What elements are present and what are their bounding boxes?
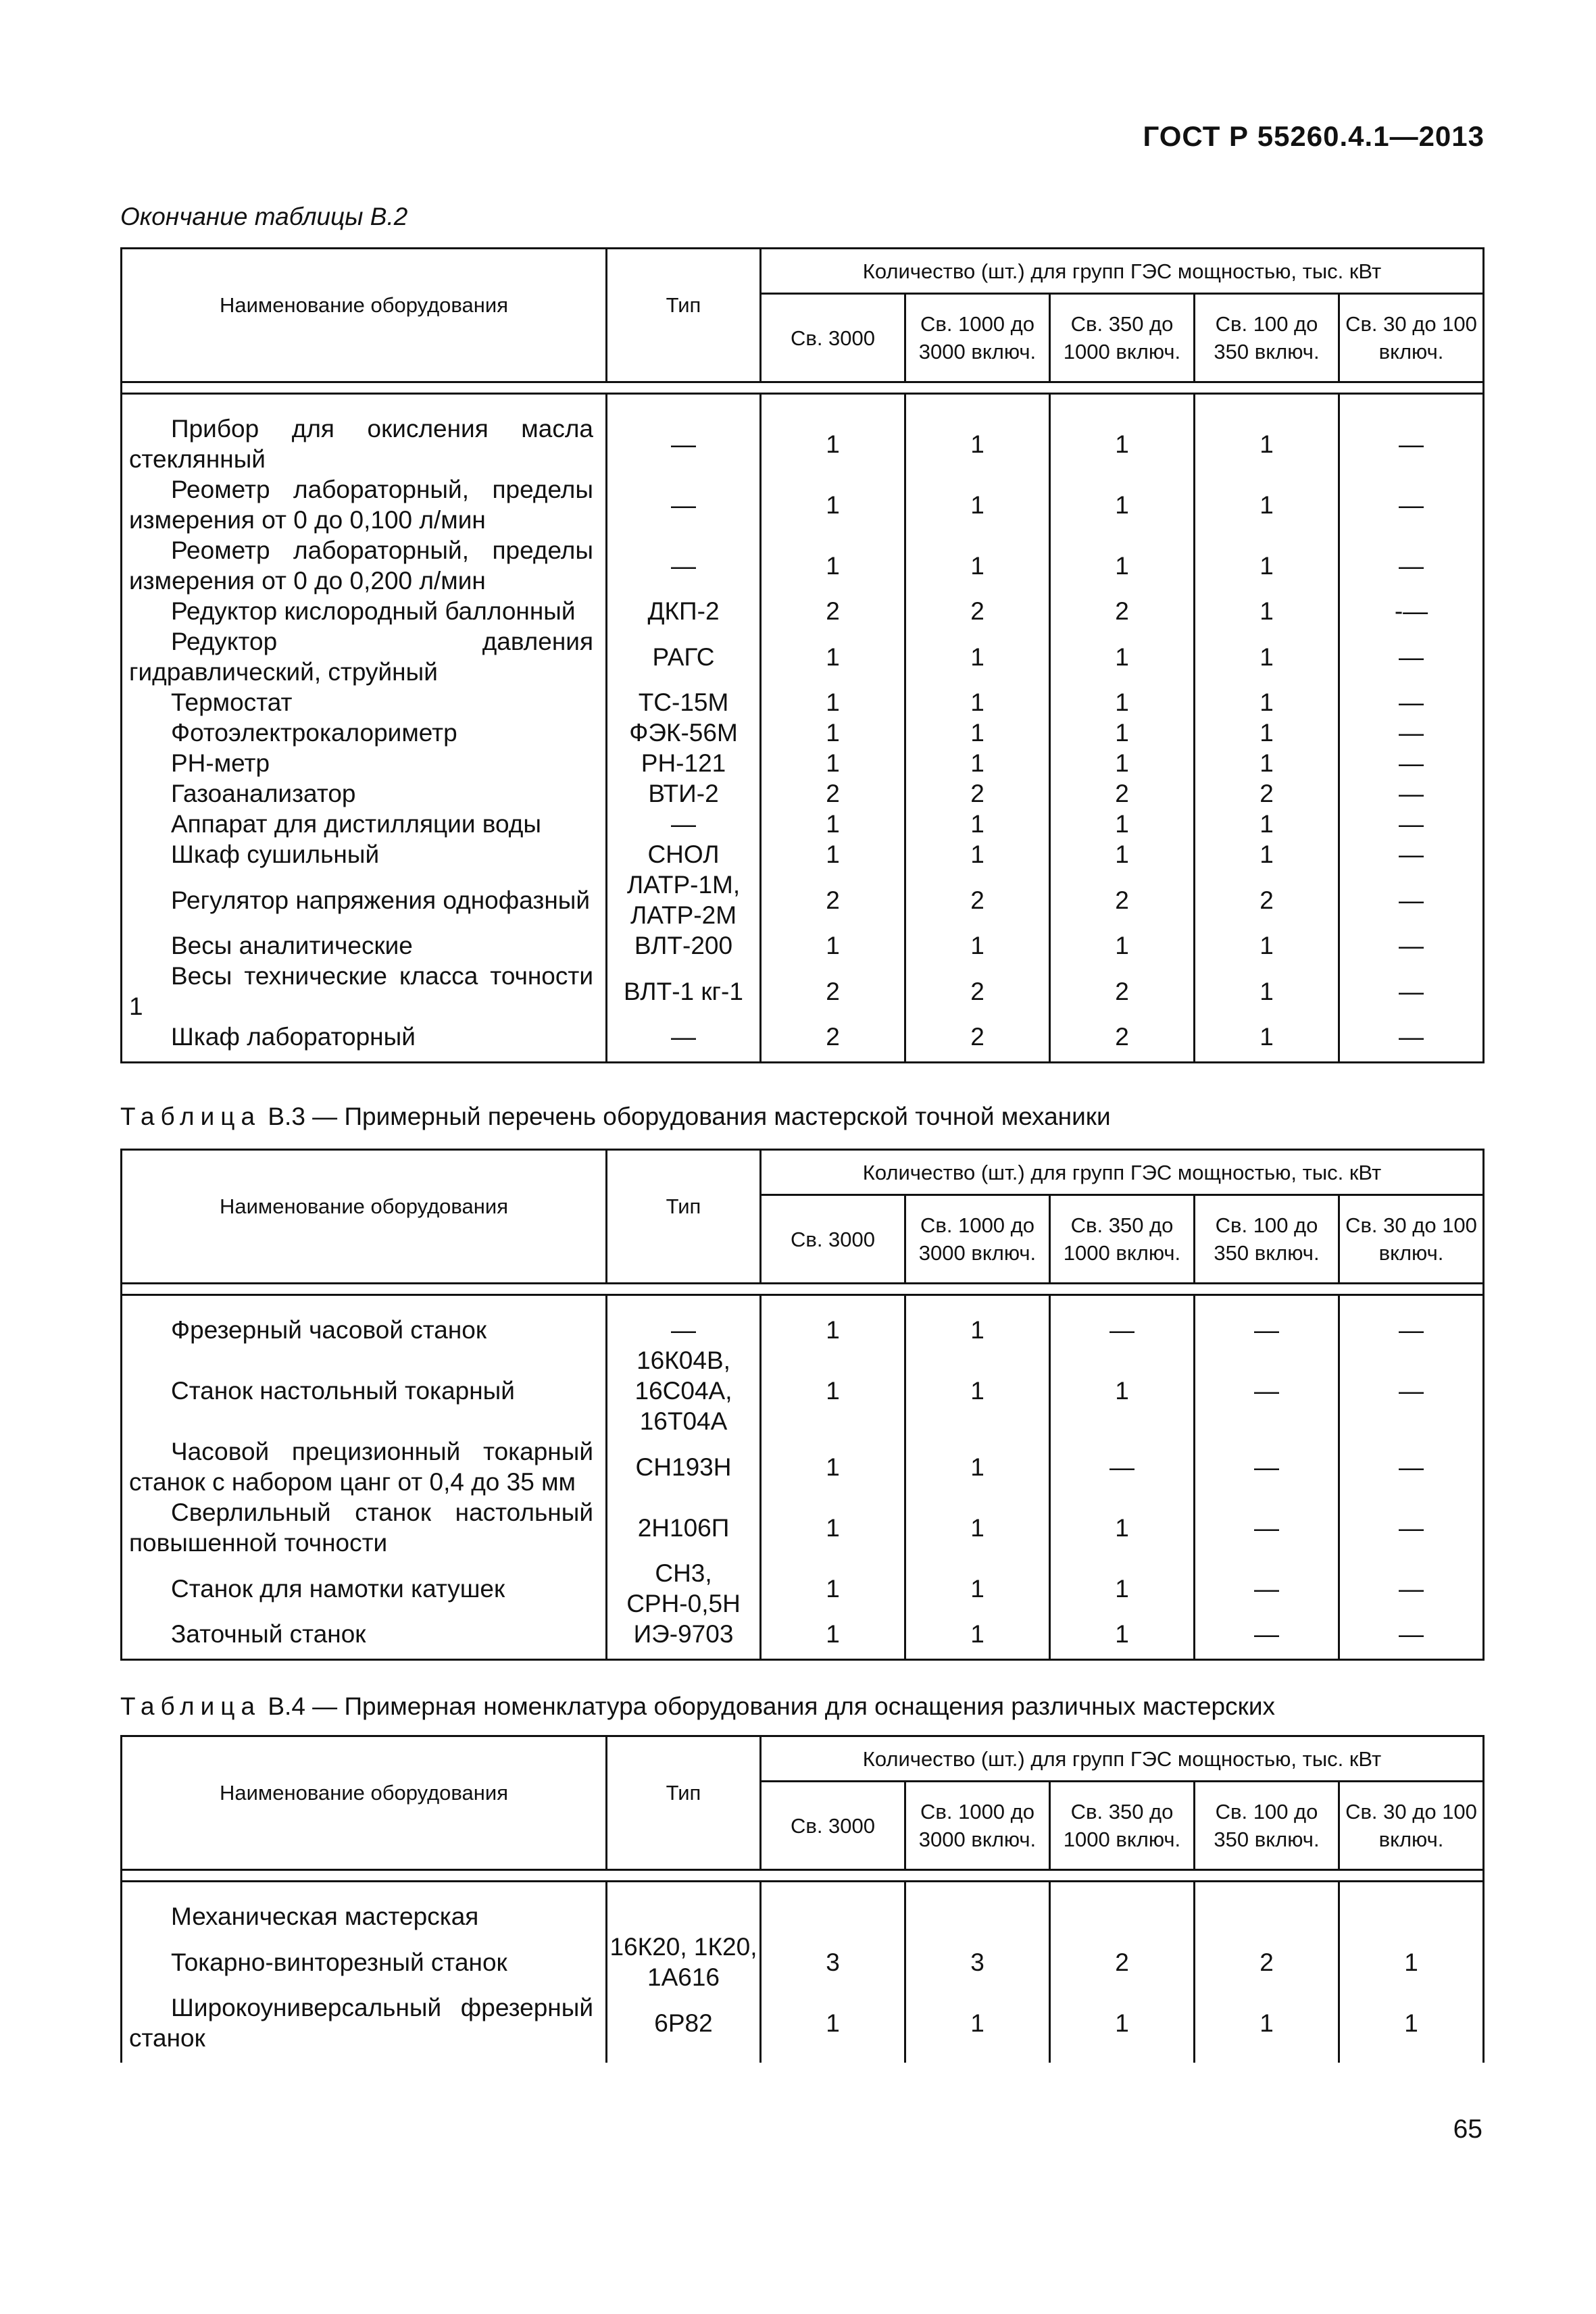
- quantity-cell: 1: [905, 394, 1050, 475]
- equipment-name: Реометр лабораторный, пределы измерения от 0 до 0,100 л/мин: [122, 474, 607, 535]
- header-gap: [122, 1870, 1484, 1882]
- quantity-cell: 1: [1050, 687, 1195, 718]
- table-row: [122, 870, 1484, 930]
- quantity-cell: —: [1195, 1436, 1339, 1497]
- col-header-group: Св. 100 до 350 включ.: [1195, 1782, 1339, 1870]
- equipment-name: РН-метр: [122, 748, 607, 778]
- quantity-cell: 2: [1195, 1932, 1339, 1992]
- equipment-type: ВЛТ-200: [607, 930, 761, 961]
- quantity-cell: 1: [1050, 1992, 1195, 2063]
- quantity-cell: —: [1339, 687, 1484, 718]
- equipment-name: Весы технические класса точности 1: [122, 961, 607, 1022]
- table-row: [122, 1992, 1484, 2063]
- header-gap-cell: [122, 1284, 1484, 1295]
- equipment-name: Фрезерный часовой станок: [122, 1295, 607, 1346]
- quantity-cell: 1: [761, 394, 905, 475]
- table-row: [122, 626, 1484, 687]
- quantity-cell: 1: [761, 748, 905, 778]
- equipment-name: Реометр лабораторный, пределы измерения от 0 до 0,200 л/мин: [122, 535, 607, 596]
- quantity-cell: 1: [1195, 748, 1339, 778]
- col-header-group: Св. 350 до 1000 включ.: [1050, 1195, 1195, 1284]
- caption-label: Таблица: [120, 1103, 261, 1130]
- equipment-name: Весы аналитические: [122, 930, 607, 961]
- empty-cell: [607, 1882, 761, 1932]
- quantity-cell: 2: [1050, 778, 1195, 809]
- quantity-cell: 1: [1050, 626, 1195, 687]
- quantity-cell: —: [1339, 778, 1484, 809]
- equipment-name: Аппарат для дистилляции воды: [122, 809, 607, 839]
- header-row: [122, 1150, 1484, 1195]
- table-row: [122, 748, 1484, 778]
- quantity-cell: 1: [761, 1295, 905, 1346]
- quantity-cell: 1: [1050, 535, 1195, 596]
- quantity-cell: —: [1339, 1558, 1484, 1619]
- quantity-cell: 1: [1195, 718, 1339, 748]
- quantity-cell: 1: [905, 687, 1050, 718]
- quantity-cell: —: [1339, 1295, 1484, 1346]
- quantity-cell: —: [1339, 839, 1484, 870]
- quantity-cell: 1: [761, 626, 905, 687]
- quantity-cell: 1: [1195, 809, 1339, 839]
- quantity-cell: 1: [1050, 748, 1195, 778]
- equipment-type: 16К20, 1К20, 1А616: [607, 1932, 761, 1992]
- equipment-name: Прибор для окисления масла стеклянный: [122, 394, 607, 475]
- standard-header: ГОСТ Р 55260.4.1—2013: [1143, 120, 1485, 152]
- equipment-type: ЛАТР-1М, ЛАТР-2М: [607, 870, 761, 930]
- empty-cell: [905, 1882, 1050, 1932]
- equipment-name: Станок настольный токарный: [122, 1345, 607, 1436]
- table-row: [122, 1558, 1484, 1619]
- header-row: [122, 249, 1484, 294]
- equipment-name: Газоанализатор: [122, 778, 607, 809]
- equipment-name: Шкаф сушильный: [122, 839, 607, 870]
- quantity-cell: —: [1195, 1295, 1339, 1346]
- quantity-cell: 1: [905, 748, 1050, 778]
- table-row: [122, 474, 1484, 535]
- table-row: [122, 809, 1484, 839]
- col-header-type: Тип: [607, 249, 761, 382]
- col-header-group: Св. 30 до 100 включ.: [1339, 1195, 1484, 1284]
- col-header-group: Св. 350 до 1000 включ.: [1050, 294, 1195, 382]
- quantity-cell: 1: [1050, 394, 1195, 475]
- empty-cell: [1195, 1882, 1339, 1932]
- quantity-cell: —: [1339, 1345, 1484, 1436]
- quantity-cell: —: [1339, 394, 1484, 475]
- col-header-group: Св. 100 до 350 включ.: [1195, 1195, 1339, 1284]
- quantity-cell: 1: [1050, 1345, 1195, 1436]
- caption-text: В.4 — Примерная номенклатура оборудования для оснащения различных мастерских: [261, 1692, 1275, 1720]
- quantity-cell: 1: [905, 718, 1050, 748]
- quantity-cell: 1: [1050, 1558, 1195, 1619]
- quantity-cell: —: [1050, 1436, 1195, 1497]
- col-header-name: Наименование оборудования: [122, 1736, 607, 1870]
- empty-cell: [1050, 1882, 1195, 1932]
- quantity-cell: 1: [1195, 596, 1339, 626]
- equipment-type: —: [607, 809, 761, 839]
- col-header-name: Наименование оборудования: [122, 1150, 607, 1284]
- caption-label: Таблица: [120, 1692, 261, 1720]
- equipment-name: Заточный станок: [122, 1619, 607, 1660]
- quantity-cell: 1: [1195, 961, 1339, 1022]
- equipment-type: ДКП-2: [607, 596, 761, 626]
- equipment-type: 16К04В, 16С04А, 16Т04А: [607, 1345, 761, 1436]
- quantity-cell: 1: [1195, 394, 1339, 475]
- quantity-cell: 1: [905, 1497, 1050, 1558]
- col-header-group: Св. 3000: [761, 1782, 905, 1870]
- quantity-cell: 1: [761, 1436, 905, 1497]
- table-row: [122, 1619, 1484, 1660]
- table-row: [122, 839, 1484, 870]
- quantity-cell: 2: [905, 596, 1050, 626]
- quantity-cell: —: [1339, 626, 1484, 687]
- quantity-cell: 1: [1195, 930, 1339, 961]
- col-header-group: Св. 100 до 350 включ.: [1195, 294, 1339, 382]
- col-header-quantity: Количество (шт.) для групп ГЭС мощностью, тыс. кВт: [761, 1736, 1484, 1782]
- table-row: [122, 1022, 1484, 1063]
- header-gap-cell: [122, 382, 1484, 394]
- quantity-cell: 1: [905, 474, 1050, 535]
- table-row: [122, 718, 1484, 748]
- col-header-type: Тип: [607, 1736, 761, 1870]
- quantity-cell: 1: [1195, 626, 1339, 687]
- quantity-cell: —: [1339, 748, 1484, 778]
- quantity-cell: 2: [761, 1022, 905, 1063]
- equipment-name: Сверлильный станок настольный повышенной точности: [122, 1497, 607, 1558]
- quantity-cell: 1: [905, 1558, 1050, 1619]
- equipment-type: СН193Н: [607, 1436, 761, 1497]
- table-row: [122, 535, 1484, 596]
- equipment-type: ВЛТ-1 кг-1: [607, 961, 761, 1022]
- quantity-cell: 1: [761, 1558, 905, 1619]
- equipment-type: —: [607, 1295, 761, 1346]
- quantity-cell: 2: [1050, 1932, 1195, 1992]
- quantity-cell: 2: [761, 778, 905, 809]
- table-row: [122, 1345, 1484, 1436]
- quantity-cell: 2: [1050, 870, 1195, 930]
- empty-cell: [761, 1882, 905, 1932]
- quantity-cell: 1: [1050, 1497, 1195, 1558]
- col-header-group: Св. 3000: [761, 294, 905, 382]
- equipment-type: СНОЛ: [607, 839, 761, 870]
- quantity-cell: 3: [761, 1932, 905, 1992]
- equipment-name: Станок для намотки катушек: [122, 1558, 607, 1619]
- col-header-name: Наименование оборудования: [122, 249, 607, 382]
- header-gap: [122, 1284, 1484, 1295]
- quantity-cell: -—: [1339, 596, 1484, 626]
- empty-cell: [1339, 1882, 1484, 1932]
- quantity-cell: 1: [905, 839, 1050, 870]
- quantity-cell: 3: [905, 1932, 1050, 1992]
- table-b2: [120, 247, 1485, 1063]
- table-row: [122, 596, 1484, 626]
- quantity-cell: 1: [761, 809, 905, 839]
- quantity-cell: 1: [905, 535, 1050, 596]
- quantity-cell: —: [1339, 474, 1484, 535]
- col-header-quantity: Количество (шт.) для групп ГЭС мощностью, тыс. кВт: [761, 1150, 1484, 1195]
- quantity-cell: 1: [905, 1992, 1050, 2063]
- equipment-type: 6Р82: [607, 1992, 761, 2063]
- col-header-group: Св. 1000 до 3000 включ.: [905, 1195, 1050, 1284]
- quantity-cell: 1: [1339, 1992, 1484, 2063]
- equipment-type: —: [607, 1022, 761, 1063]
- quantity-cell: 1: [761, 1497, 905, 1558]
- equipment-type: СН3, СРН-0,5Н: [607, 1558, 761, 1619]
- col-header-type: Тип: [607, 1150, 761, 1284]
- table-b3-caption: [120, 1103, 1111, 1131]
- quantity-cell: 1: [1195, 474, 1339, 535]
- quantity-cell: 2: [761, 961, 905, 1022]
- equipment-type: РН-121: [607, 748, 761, 778]
- quantity-cell: 1: [761, 930, 905, 961]
- quantity-cell: 1: [761, 718, 905, 748]
- quantity-cell: —: [1195, 1345, 1339, 1436]
- equipment-type: ВТИ-2: [607, 778, 761, 809]
- quantity-cell: —: [1339, 930, 1484, 961]
- quantity-cell: 1: [1050, 839, 1195, 870]
- quantity-cell: 1: [1050, 474, 1195, 535]
- quantity-cell: 1: [761, 1619, 905, 1660]
- quantity-cell: 1: [1195, 1022, 1339, 1063]
- quantity-cell: —: [1339, 1436, 1484, 1497]
- quantity-cell: 1: [1195, 1992, 1339, 2063]
- table-row: [122, 1932, 1484, 1992]
- col-header-quantity: Количество (шт.) для групп ГЭС мощностью, тыс. кВт: [761, 249, 1484, 294]
- equipment-name: Редуктор кислородный баллонный: [122, 596, 607, 626]
- quantity-cell: 1: [761, 474, 905, 535]
- quantity-cell: 2: [761, 596, 905, 626]
- caption-text: В.3 — Примерный перечень оборудования мастерской точной механики: [261, 1103, 1111, 1130]
- equipment-name: Часовой прецизионный токарный станок с набором цанг от 0,4 до 35 мм: [122, 1436, 607, 1497]
- equipment-type: —: [607, 474, 761, 535]
- table-b3: [120, 1149, 1485, 1661]
- quantity-cell: —: [1195, 1497, 1339, 1558]
- col-header-group: Св. 30 до 100 включ.: [1339, 1782, 1484, 1870]
- table-row: [122, 778, 1484, 809]
- table-row: [122, 687, 1484, 718]
- quantity-cell: 1: [761, 1345, 905, 1436]
- table-b2-caption: Окончание таблицы В.2: [120, 203, 408, 230]
- quantity-cell: 1: [905, 930, 1050, 961]
- quantity-cell: 1: [905, 1345, 1050, 1436]
- quantity-cell: 1: [761, 1992, 905, 2063]
- quantity-cell: 2: [1050, 596, 1195, 626]
- equipment-name: Регулятор напряжения однофазный: [122, 870, 607, 930]
- quantity-cell: —: [1339, 1497, 1484, 1558]
- table-row: [122, 961, 1484, 1022]
- table-row: [122, 930, 1484, 961]
- quantity-cell: 2: [1195, 870, 1339, 930]
- col-header-group: Св. 1000 до 3000 включ.: [905, 294, 1050, 382]
- col-header-group: Св. 30 до 100 включ.: [1339, 294, 1484, 382]
- quantity-cell: —: [1339, 1022, 1484, 1063]
- equipment-name: Широкоуниверсальный фрезерный станок: [122, 1992, 607, 2063]
- table-b4: [120, 1735, 1485, 2063]
- equipment-name: Шкаф лабораторный: [122, 1022, 607, 1063]
- quantity-cell: —: [1195, 1558, 1339, 1619]
- quantity-cell: —: [1339, 809, 1484, 839]
- quantity-cell: 1: [761, 839, 905, 870]
- quantity-cell: 1: [761, 535, 905, 596]
- quantity-cell: 1: [761, 687, 905, 718]
- equipment-type: —: [607, 535, 761, 596]
- quantity-cell: 1: [1050, 718, 1195, 748]
- col-header-group: Св. 3000: [761, 1195, 905, 1284]
- section-title: Механическая мастерская: [122, 1882, 607, 1932]
- quantity-cell: 1: [1339, 1932, 1484, 1992]
- col-header-group: Св. 350 до 1000 включ.: [1050, 1782, 1195, 1870]
- quantity-cell: 1: [905, 626, 1050, 687]
- equipment-name: Редуктор давления гидравлический, струйный: [122, 626, 607, 687]
- equipment-type: ТС-15М: [607, 687, 761, 718]
- equipment-name: Токарно-винторезный станок: [122, 1932, 607, 1992]
- equipment-type: ФЭК-56М: [607, 718, 761, 748]
- quantity-cell: 2: [1195, 778, 1339, 809]
- table-row: [122, 1497, 1484, 1558]
- header-gap-cell: [122, 1870, 1484, 1882]
- quantity-cell: 1: [1050, 1619, 1195, 1660]
- equipment-type: ИЭ-9703: [607, 1619, 761, 1660]
- quantity-cell: —: [1195, 1619, 1339, 1660]
- quantity-cell: 1: [905, 1295, 1050, 1346]
- quantity-cell: 2: [761, 870, 905, 930]
- table-row: [122, 1295, 1484, 1346]
- quantity-cell: 1: [905, 1436, 1050, 1497]
- quantity-cell: 2: [905, 778, 1050, 809]
- table-b4-caption: [120, 1692, 1275, 1721]
- table-row: [122, 394, 1484, 475]
- header-row: [122, 1736, 1484, 1782]
- quantity-cell: 1: [1195, 535, 1339, 596]
- quantity-cell: —: [1339, 870, 1484, 930]
- equipment-type: —: [607, 394, 761, 475]
- quantity-cell: 2: [1050, 961, 1195, 1022]
- quantity-cell: 2: [1050, 1022, 1195, 1063]
- quantity-cell: —: [1339, 535, 1484, 596]
- equipment-type: РАГС: [607, 626, 761, 687]
- col-header-group: Св. 1000 до 3000 включ.: [905, 1782, 1050, 1870]
- quantity-cell: 1: [1050, 930, 1195, 961]
- quantity-cell: 1: [1050, 809, 1195, 839]
- quantity-cell: 1: [905, 1619, 1050, 1660]
- quantity-cell: 1: [905, 809, 1050, 839]
- quantity-cell: —: [1339, 718, 1484, 748]
- quantity-cell: —: [1339, 961, 1484, 1022]
- quantity-cell: 2: [905, 870, 1050, 930]
- equipment-name: Термостат: [122, 687, 607, 718]
- header-gap: [122, 382, 1484, 394]
- quantity-cell: —: [1339, 1619, 1484, 1660]
- section-row: [122, 1882, 1484, 1932]
- equipment-type: 2Н106П: [607, 1497, 761, 1558]
- quantity-cell: —: [1050, 1295, 1195, 1346]
- page-number: 65: [1453, 2115, 1482, 2144]
- quantity-cell: 1: [1195, 687, 1339, 718]
- quantity-cell: 2: [905, 1022, 1050, 1063]
- quantity-cell: 1: [1195, 839, 1339, 870]
- equipment-name: Фотоэлектрокалориметр: [122, 718, 607, 748]
- quantity-cell: 2: [905, 961, 1050, 1022]
- table-row: [122, 1436, 1484, 1497]
